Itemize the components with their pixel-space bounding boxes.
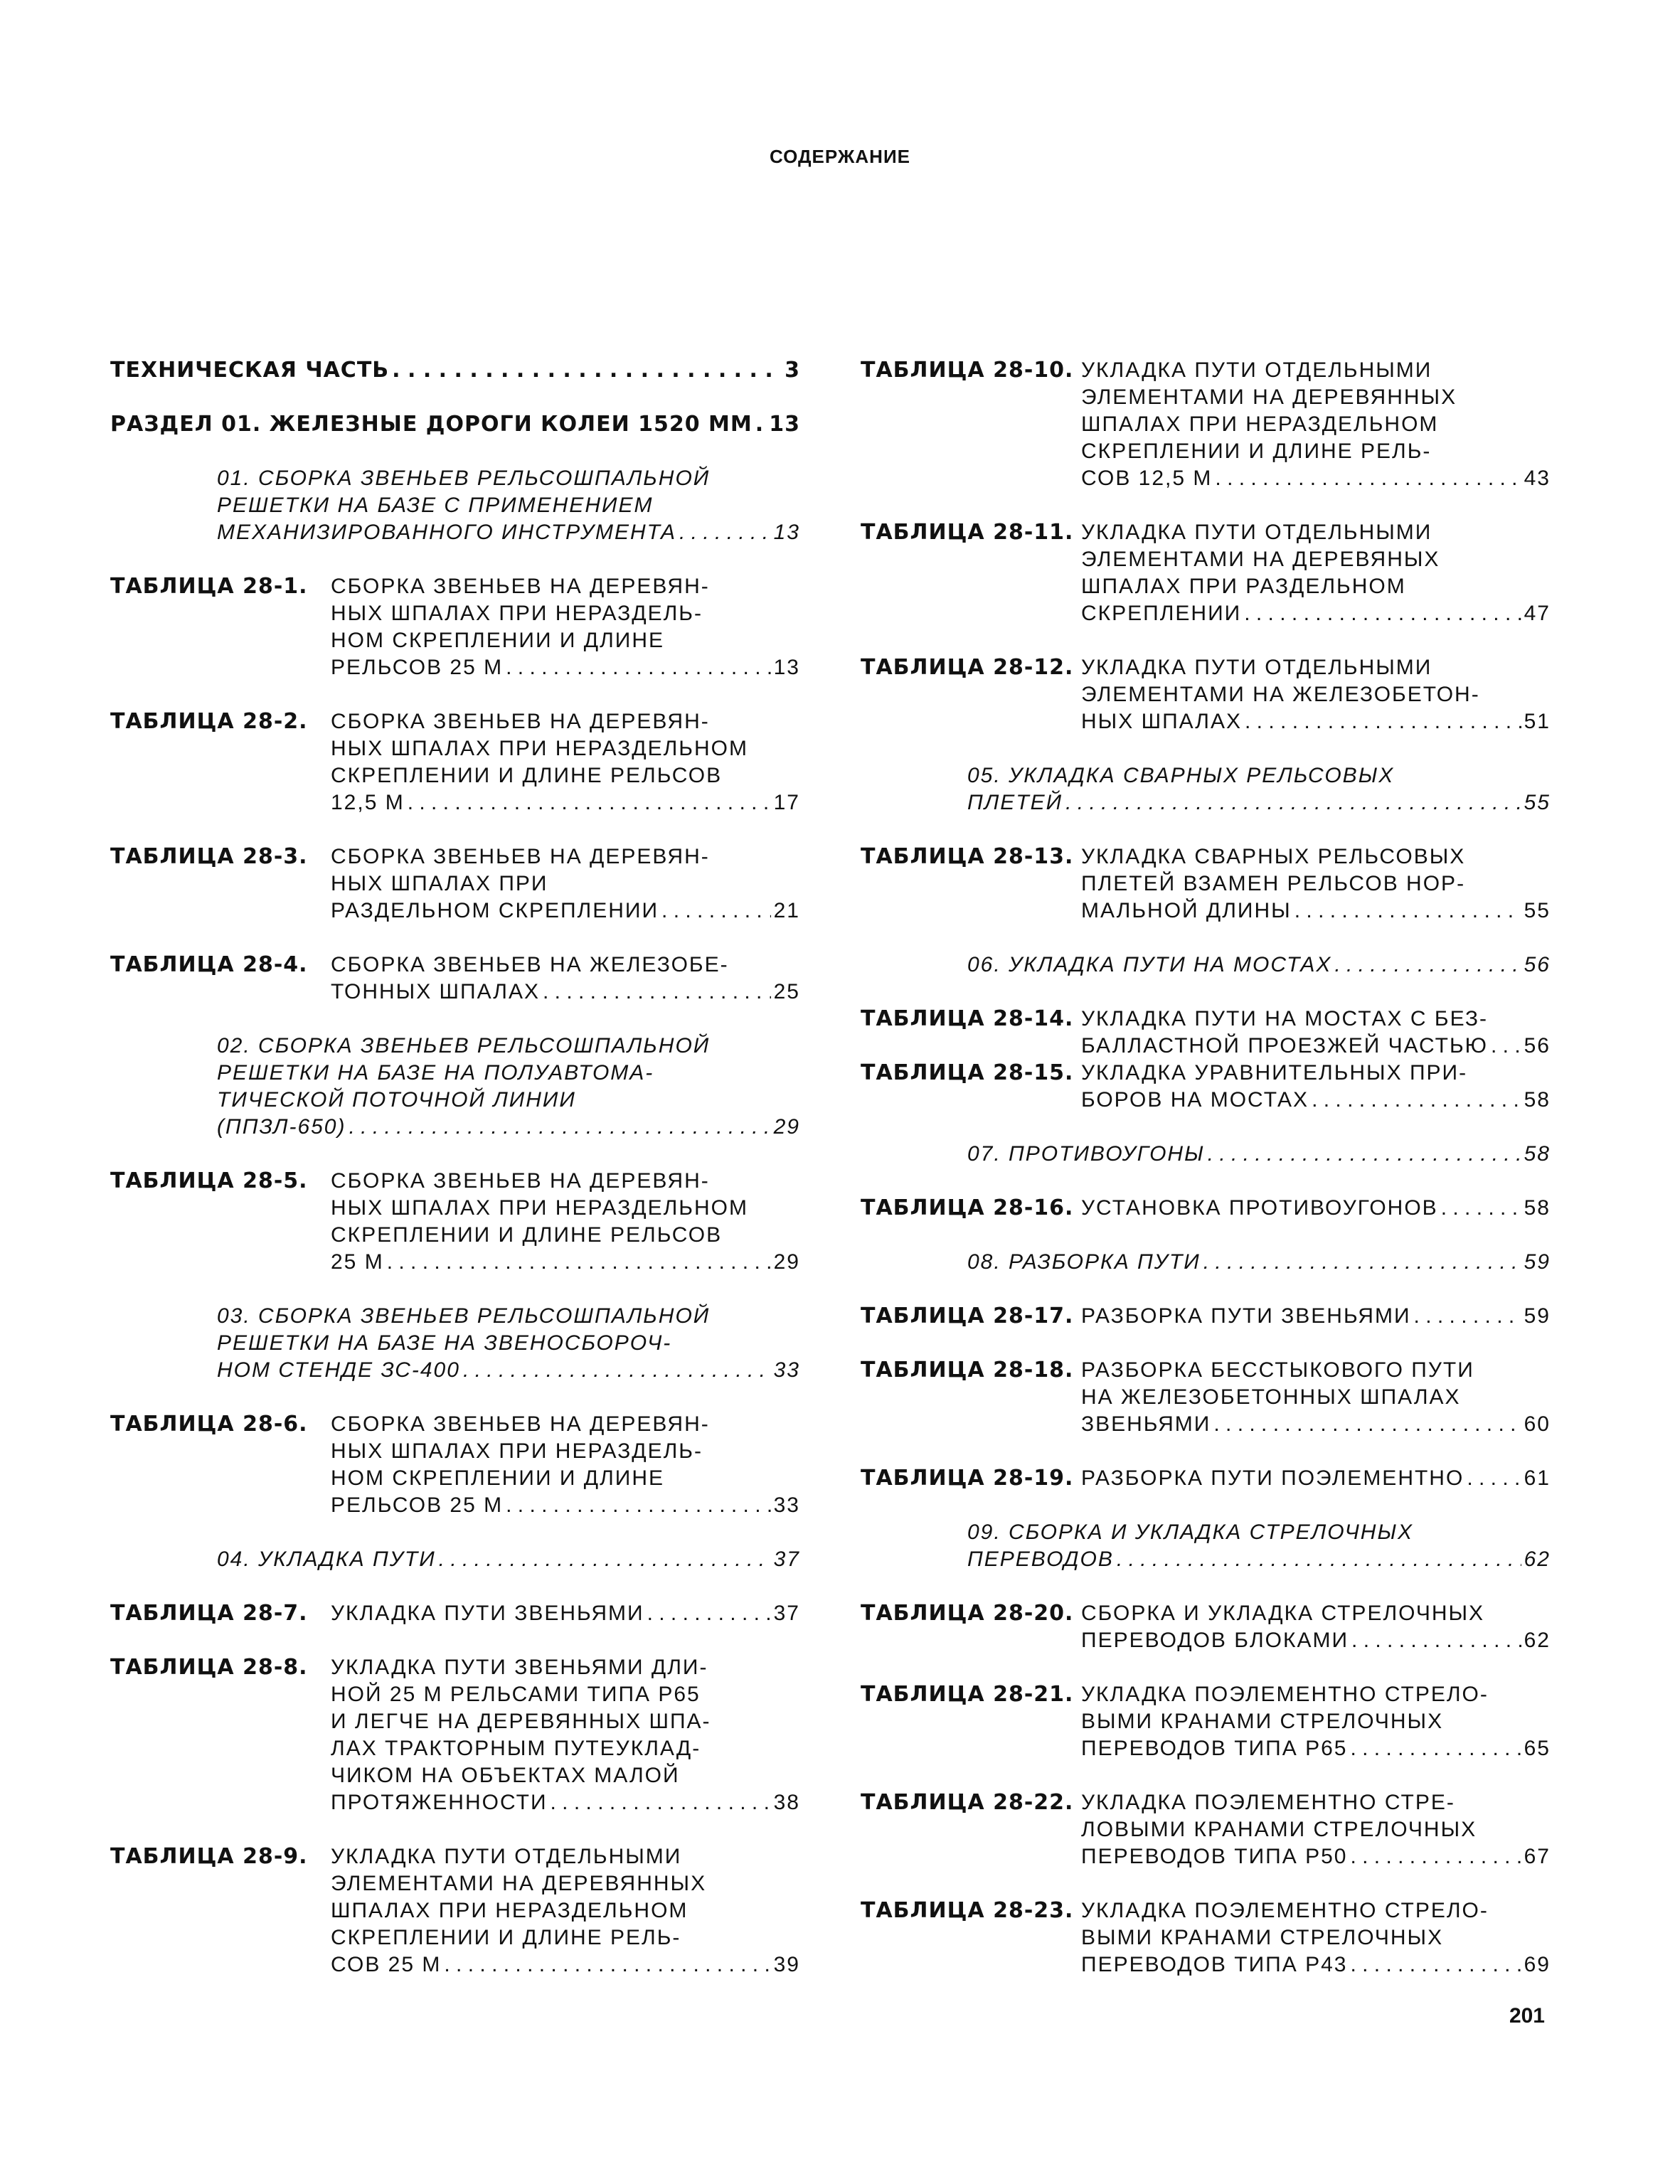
toc-table-entry [861, 654, 1551, 735]
toc-entry-line: ЭЛЕМЕНТАМИ НА ДЕРЕВЯНЫХ [1081, 548, 1440, 571]
toc-entry-line: ПЕРЕВОДОВ БЛОКАМИ [1081, 1629, 1349, 1652]
toc-entry-last-line [1081, 1735, 1551, 1762]
toc-entry-label: ТАБЛИЦА 28-7. [110, 1601, 308, 1626]
dot-leader [543, 979, 771, 1006]
dot-leader [1350, 1951, 1521, 1978]
toc-table-entry [861, 1303, 1551, 1330]
toc-entry-line: ПЕРЕВОДОВ [967, 1548, 1114, 1571]
toc-entry-line: УСТАНОВКА ПРОТИВОУГОНОВ [1081, 1196, 1438, 1220]
toc-entry-line: ЭЛЕМЕНТАМИ НА ЖЕЛЕЗОБЕТОН- [1081, 683, 1480, 706]
toc-page-number: 65 [1524, 1737, 1551, 1760]
toc-page-number: 25 [773, 980, 800, 1003]
toc-entry-last-line [967, 789, 1551, 816]
toc-entry-line: СКРЕПЛЕНИИ И ДЛИНЕ РЕЛЬ- [331, 1926, 681, 1949]
toc-entry-title [110, 357, 800, 384]
toc-entry-label: ТАБЛИЦА 28-16. [861, 1195, 1074, 1220]
toc-entry-line: 08. РАЗБОРКА ПУТИ [967, 1250, 1201, 1274]
toc-entry-title [331, 1168, 800, 1276]
toc-table-entry [110, 1411, 800, 1519]
dot-leader [1467, 1465, 1521, 1492]
toc-entry-line: 01. СБОРКА ЗВЕНЬЕВ РЕЛЬСОШПАЛЬНОЙ [217, 467, 711, 490]
toc-page-number: 33 [773, 1493, 800, 1517]
toc-table-entry [861, 1465, 1551, 1492]
toc-entry-last-line [1081, 708, 1551, 735]
toc-page-number: 43 [1524, 467, 1551, 490]
toc-entry-last-line [967, 1546, 1551, 1573]
toc-page-number: 62 [1524, 1629, 1551, 1652]
dot-leader [392, 357, 782, 384]
toc-table-entry [861, 1060, 1551, 1114]
toc-page-number: 3 [785, 358, 800, 383]
toc-entry-last-line [217, 1114, 800, 1141]
toc-entry-line: ПЛЕТЕЙ [967, 791, 1063, 814]
dot-leader [755, 411, 766, 438]
dot-leader [1350, 1843, 1521, 1870]
toc-table-entry [861, 1789, 1551, 1870]
toc-entry-label: ТАБЛИЦА 28-23. [861, 1898, 1074, 1923]
toc-entry-title [1081, 1897, 1551, 1978]
toc-entry-last-line [110, 357, 800, 384]
toc-entry-last-line [1081, 1951, 1551, 1978]
toc-table-entry [110, 708, 800, 816]
toc-page-number: 59 [1524, 1304, 1551, 1328]
toc-entry-last-line [331, 1951, 800, 1978]
toc-entry-label: ТАБЛИЦА 28-11. [861, 520, 1074, 545]
toc-entry-title [331, 1654, 800, 1816]
toc-table-entry [861, 1195, 1551, 1222]
toc-entry-title [331, 843, 800, 925]
toc-column-right [861, 357, 1551, 1978]
dot-leader [1334, 952, 1521, 979]
toc-table-entry [110, 843, 800, 925]
toc-entry-label: ТАБЛИЦА 28-3. [110, 844, 308, 869]
toc-entry-title [1081, 1465, 1551, 1492]
toc-entry-last-line [217, 519, 800, 546]
toc-entry-line: НЫХ ШПАЛАХ ПРИ НЕРАЗДЕЛЬ- [331, 1439, 703, 1463]
toc-entry-line: УКЛАДКА ПУТИ ОТДЕЛЬНЫМИ [1081, 521, 1432, 544]
toc-table-entry [861, 1681, 1551, 1762]
toc-entry-line: ПЛЕТЕЙ ВЗАМЕН РЕЛЬСОВ НОР- [1081, 872, 1466, 895]
dot-leader [551, 1789, 771, 1816]
toc-table-entry [861, 1357, 1551, 1438]
toc-entry-line: ТЕХНИЧЕСКАЯ ЧАСТЬ [110, 358, 390, 383]
toc-entry-line: 09. СБОРКА И УКЛАДКА СТРЕЛОЧНЫХ [967, 1520, 1414, 1544]
toc-table-entry [110, 1654, 800, 1816]
toc-entry-label: ТАБЛИЦА 28-19. [861, 1466, 1074, 1491]
dot-leader [1351, 1627, 1521, 1654]
toc-entry-line: СКРЕПЛЕНИИ И ДЛИНЕ РЕЛЬ- [1081, 440, 1432, 463]
toc-entry-title [1081, 654, 1551, 735]
dot-leader [439, 1546, 771, 1573]
toc-entry-title [1081, 1357, 1551, 1438]
toc-entry-label: ТАБЛИЦА 28-4. [110, 952, 308, 977]
dot-leader [408, 789, 771, 816]
toc-entry-line: УКЛАДКА УРАВНИТЕЛЬНЫХ ПРИ- [1081, 1061, 1468, 1085]
toc-page-number: 39 [773, 1953, 800, 1976]
toc-entry-last-line [331, 1492, 800, 1519]
toc-subsection-entry [110, 1303, 800, 1384]
toc-entry-line: ЭЛЕМЕНТАМИ НА ДЕРЕВЯННЫХ [331, 1872, 707, 1895]
toc-entry-last-line [331, 979, 800, 1006]
toc-entry-title [217, 1033, 800, 1141]
toc-entry-line: СБОРКА ЗВЕНЬЕВ НА ДЕРЕВЯН- [331, 1412, 710, 1436]
toc-entry-line: БОРОВ НА МОСТАХ [1081, 1088, 1309, 1112]
toc-entry-line: РЕШЕТКИ НА БАЗЕ С ПРИМЕНЕНИЕМ [217, 494, 654, 517]
toc-entry-line: НЫХ ШПАЛАХ ПРИ НЕРАЗДЕЛЬНОМ [331, 1196, 748, 1220]
toc-entry-line: УКЛАДКА ПУТИ ЗВЕНЬЯМИ [331, 1602, 644, 1625]
toc-entry-line: ТИЧЕСКОЙ ПОТОЧНОЙ ЛИНИИ [217, 1088, 576, 1112]
toc-entry-line: УКЛАДКА ПУТИ ЗВЕНЬЯМИ ДЛИ- [331, 1656, 708, 1679]
toc-entry-last-line [217, 1357, 800, 1384]
page-number: 201 [1509, 2004, 1545, 2028]
toc-entry-title [1081, 1600, 1551, 1654]
toc-entry-last-line [331, 1249, 800, 1276]
toc-entry-line: НЫХ ШПАЛАХ ПРИ НЕРАЗДЕЛЬ- [331, 602, 703, 625]
toc-entry-title [1081, 1303, 1551, 1330]
toc-entry-label: ТАБЛИЦА 28-9. [110, 1844, 308, 1869]
toc-page-number: 67 [1524, 1845, 1551, 1868]
toc-page-number: 61 [1524, 1466, 1551, 1490]
toc-entry-line: СБОРКА ЗВЕНЬЕВ НА ДЕРЕВЯН- [331, 710, 710, 733]
page-title: СОДЕРЖАНИЕ [770, 146, 910, 167]
toc-entry-last-line [1081, 465, 1551, 492]
dot-leader [647, 1600, 771, 1627]
toc-entry-label: ТАБЛИЦА 28-13. [861, 844, 1074, 869]
toc-page-number: 13 [769, 412, 800, 437]
toc-page-number: 69 [1524, 1953, 1551, 1976]
toc-subsection-entry [861, 1249, 1551, 1276]
toc-table-entry [110, 1600, 800, 1627]
toc-page-number: 29 [773, 1250, 800, 1274]
toc-page-number: 38 [773, 1791, 800, 1814]
toc-entry-title [110, 411, 800, 438]
toc-entry-label: ТАБЛИЦА 28-20. [861, 1601, 1074, 1626]
toc-entry-line: РАЗБОРКА БЕССТЫКОВОГО ПУТИ [1081, 1358, 1474, 1382]
toc-entry-title [1081, 1060, 1551, 1114]
toc-entry-line: РАЗБОРКА ПУТИ ЗВЕНЬЯМИ [1081, 1304, 1411, 1328]
toc-entry-label: ТАБЛИЦА 28-1. [110, 574, 308, 599]
toc-entry-last-line [967, 1141, 1551, 1168]
toc-page-number: 58 [1524, 1142, 1551, 1166]
toc-entry-line: СБОРКА ЗВЕНЬЕВ НА ДЕРЕВЯН- [331, 1169, 710, 1193]
dot-leader [506, 654, 771, 681]
toc-page-number: 56 [1524, 1034, 1551, 1058]
toc-table-entry [110, 1843, 800, 1978]
toc-entry-line: ПЕРЕВОДОВ ТИПА Р65 [1081, 1737, 1348, 1760]
toc-entry-last-line [1081, 897, 1551, 925]
toc-entry-last-line [1081, 600, 1551, 627]
toc-entry-label: ТАБЛИЦА 28-15. [861, 1060, 1074, 1085]
toc-entry-last-line [967, 1249, 1551, 1276]
toc-entry-line: ПРОТЯЖЕННОСТИ [331, 1791, 548, 1814]
toc-entry-line: МЕХАНИЗИРОВАННОГО ИНСТРУМЕНТА [217, 521, 677, 544]
toc-entry-line: РАЗДЕЛЬНОМ СКРЕПЛЕНИИ [331, 899, 659, 922]
toc-table-entry [110, 573, 800, 681]
toc-entry-label: ТАБЛИЦА 28-17. [861, 1304, 1074, 1328]
toc-page-number: 37 [773, 1602, 800, 1625]
toc-entry-line: ЗВЕНЬЯМИ [1081, 1412, 1211, 1436]
toc-entry-label: ТАБЛИЦА 28-10. [861, 358, 1074, 383]
toc-entry-line: ЧИКОМ НА ОБЪЕКТАХ МАЛОЙ [331, 1764, 680, 1787]
toc-table-entry [861, 519, 1551, 627]
toc-page-number: 60 [1524, 1412, 1551, 1436]
toc-entry-title [1081, 1195, 1551, 1222]
toc-entry-title [1081, 357, 1551, 492]
toc-entry-line: УКЛАДКА ПУТИ НА МОСТАХ С БЕЗ- [1081, 1007, 1489, 1030]
toc-entry-label: ТАБЛИЦА 28-21. [861, 1682, 1074, 1707]
toc-page-number: 62 [1524, 1548, 1551, 1571]
toc-entry-line: УКЛАДКА ПОЭЛЕМЕНТНО СТРЕ- [1081, 1791, 1455, 1814]
dot-leader [661, 897, 771, 925]
toc-entry-line: НЫХ ШПАЛАХ ПРИ [331, 872, 548, 895]
toc-subsection-entry [861, 952, 1551, 979]
toc-entry-title [1081, 1789, 1551, 1870]
toc-entry-last-line [967, 952, 1551, 979]
toc-entry-last-line [331, 897, 800, 925]
toc-entry-line: 06. УКЛАДКА ПУТИ НА МОСТАХ [967, 953, 1332, 976]
toc-entry-line: ЭЛЕМЕНТАМИ НА ДЕРЕВЯННЫХ [1081, 385, 1457, 409]
toc-page-number: 55 [1524, 899, 1551, 922]
toc-page-number: 21 [773, 899, 800, 922]
toc-entry-line: СОВ 12,5 М [1081, 467, 1213, 490]
toc-page-number: 37 [773, 1548, 800, 1571]
toc-entry-title [1081, 843, 1551, 925]
toc-entry-label: ТАБЛИЦА 28-2. [110, 709, 308, 734]
toc-entry-line: (ППЗЛ-650) [217, 1115, 346, 1139]
toc-entry-title [331, 1843, 800, 1978]
toc-entry-line: ШПАЛАХ ПРИ НЕРАЗДЕЛЬНОМ [1081, 412, 1439, 436]
toc-table-entry [861, 357, 1551, 492]
toc-page-number: 58 [1524, 1088, 1551, 1112]
toc-entry-last-line [217, 1546, 800, 1573]
toc-entry-line: 12,5 М [331, 791, 405, 814]
toc-entry-last-line [1081, 1087, 1551, 1114]
dot-leader [1208, 1141, 1521, 1168]
dot-leader [1117, 1546, 1521, 1573]
toc-entry-last-line [331, 654, 800, 681]
toc-entry-last-line [331, 1600, 800, 1627]
toc-table-entry [861, 843, 1551, 925]
toc-section-entry [110, 411, 800, 438]
toc-page-number: 58 [1524, 1196, 1551, 1220]
toc-section-entry [110, 357, 800, 384]
toc-entry-line: УКЛАДКА ПУТИ ОТДЕЛЬНЫМИ [1081, 358, 1432, 382]
toc-entry-label: ТАБЛИЦА 28-18. [861, 1358, 1074, 1383]
toc-entry-line: РЕЛЬСОВ 25 М [331, 656, 504, 679]
toc-entry-line: УКЛАДКА ПОЭЛЕМЕНТНО СТРЕЛО- [1081, 1899, 1489, 1922]
toc-entry-last-line [1081, 1411, 1551, 1438]
toc-entry-line: ШПАЛАХ ПРИ НЕРАЗДЕЛЬНОМ [331, 1899, 689, 1922]
dot-leader [1312, 1087, 1521, 1114]
toc-table-entry [861, 1600, 1551, 1654]
toc-entry-title [331, 1411, 800, 1519]
toc-entry-line: ВЫМИ КРАНАМИ СТРЕЛОЧНЫХ [1081, 1710, 1444, 1733]
toc-entry-last-line [331, 1789, 800, 1816]
toc-entry-label: ТАБЛИЦА 28-6. [110, 1412, 308, 1437]
toc-entry-line: БАЛЛАСТНОЙ ПРОЕЗЖЕЙ ЧАСТЬЮ [1081, 1034, 1488, 1058]
dot-leader [1215, 465, 1521, 492]
toc-subsection-entry [861, 1519, 1551, 1573]
dot-leader [506, 1492, 771, 1519]
toc-entry-last-line [1081, 1033, 1551, 1060]
toc-page-number: 51 [1524, 710, 1551, 733]
toc-entry-last-line [1081, 1843, 1551, 1870]
toc-entry-line: НЫХ ШПАЛАХ ПРИ НЕРАЗДЕЛЬНОМ [331, 737, 748, 760]
toc-entry-line: РАЗБОРКА ПУТИ ПОЭЛЕМЕНТНО [1081, 1466, 1464, 1490]
toc-entry-line: УКЛАДКА СВАРНЫХ РЕЛЬСОВЫХ [1081, 845, 1466, 868]
toc-entry-line: ПЕРЕВОДОВ ТИПА Р50 [1081, 1845, 1348, 1868]
toc-entry-line: 02. СБОРКА ЗВЕНЬЕВ РЕЛЬСОШПАЛЬНОЙ [217, 1034, 711, 1058]
dot-leader [444, 1951, 770, 1978]
toc-entry-label: ТАБЛИЦА 28-8. [110, 1655, 308, 1680]
toc-table-entry [110, 1168, 800, 1276]
toc-entry-line: СБОРКА И УКЛАДКА СТРЕЛОЧНЫХ [1081, 1602, 1485, 1625]
toc-entry-title [217, 465, 800, 546]
toc-entry-title [331, 1600, 800, 1627]
toc-entry-title [331, 952, 800, 1006]
toc-entry-line: ПЕРЕВОДОВ ТИПА Р43 [1081, 1953, 1348, 1976]
toc-entry-last-line [1081, 1627, 1551, 1654]
toc-entry-line: И ЛЕГЧЕ НА ДЕРЕВЯННЫХ ШПА- [331, 1710, 711, 1733]
toc-page-number: 59 [1524, 1250, 1551, 1274]
toc-entry-line: СБОРКА ЗВЕНЬЕВ НА ДЕРЕВЯН- [331, 575, 710, 598]
toc-column-left [110, 357, 800, 1978]
dot-leader [1350, 1735, 1521, 1762]
toc-entry-line: 07. ПРОТИВОУГОНЫ [967, 1142, 1205, 1166]
toc-entry-label: ТАБЛИЦА 28-5. [110, 1168, 308, 1193]
toc-entry-line: НЫХ ШПАЛАХ [1081, 710, 1243, 733]
toc-entry-line: РЕЛЬСОВ 25 М [331, 1493, 504, 1517]
toc-entry-last-line [1081, 1195, 1551, 1222]
dot-leader [679, 519, 771, 546]
toc-entry-line: СБОРКА ЗВЕНЬЕВ НА ЖЕЛЕЗОБЕ- [331, 953, 729, 976]
toc-table-entry [110, 952, 800, 1006]
toc-entry-line: 03. СБОРКА ЗВЕНЬЕВ РЕЛЬСОШПАЛЬНОЙ [217, 1304, 711, 1328]
toc-table-entry [861, 1897, 1551, 1978]
toc-entry-line: СОВ 25 М [331, 1953, 442, 1976]
toc-page-number: 29 [773, 1115, 800, 1139]
toc-entry-line: 25 М [331, 1250, 384, 1274]
dot-leader [1441, 1195, 1521, 1222]
toc-entry-line: МАЛЬНОЙ ДЛИНЫ [1081, 899, 1292, 922]
toc-subsection-entry [110, 1033, 800, 1141]
toc-entry-title [217, 1546, 800, 1573]
dot-leader [387, 1249, 771, 1276]
toc-entry-label: ТАБЛИЦА 28-12. [861, 655, 1074, 680]
toc-entry-line: УКЛАДКА ПОЭЛЕМЕНТНО СТРЕЛО- [1081, 1683, 1489, 1706]
toc-entry-line: РАЗДЕЛ 01. ЖЕЛЕЗНЫЕ ДОРОГИ КОЛЕИ 1520 ММ [110, 412, 753, 437]
toc-entry-last-line [331, 789, 800, 816]
toc-entry-title [331, 573, 800, 681]
toc-entry-title [1081, 1006, 1551, 1060]
dot-leader [1213, 1411, 1521, 1438]
toc-entry-last-line [1081, 1303, 1551, 1330]
toc-page-number: 33 [773, 1358, 800, 1382]
toc-entry-label: ТАБЛИЦА 28-14. [861, 1006, 1074, 1031]
dot-leader [463, 1357, 771, 1384]
toc-entry-title [967, 1249, 1551, 1276]
toc-entry-line: УКЛАДКА ПУТИ ОТДЕЛЬНЫМИ [1081, 656, 1432, 679]
toc-subsection-entry [110, 465, 800, 546]
dot-leader [1245, 708, 1521, 735]
toc-entry-last-line [1081, 1465, 1551, 1492]
toc-entry-line: ТОННЫХ ШПАЛАХ [331, 980, 540, 1003]
toc-subsection-entry [861, 1141, 1551, 1168]
toc-subsection-entry [861, 762, 1551, 816]
toc-entry-title [967, 1141, 1551, 1168]
dot-leader [1065, 789, 1521, 816]
toc-entry-line: СКРЕПЛЕНИИ [1081, 602, 1242, 625]
toc-entry-title [1081, 519, 1551, 627]
toc-page-number: 17 [773, 791, 800, 814]
toc-entry-line: ЛАХ ТРАКТОРНЫМ ПУТЕУКЛАД- [331, 1737, 701, 1760]
toc-entry-line: СКРЕПЛЕНИИ И ДЛИНЕ РЕЛЬСОВ [331, 1223, 723, 1247]
toc-entry-last-line [110, 411, 800, 438]
dot-leader [1203, 1249, 1521, 1276]
toc-entry-title [1081, 1681, 1551, 1762]
toc-entry-line: РЕШЕТКИ НА БАЗЕ НА ПОЛУАВТОМА- [217, 1061, 654, 1085]
toc-entry-label: ТАБЛИЦА 28-22. [861, 1790, 1074, 1815]
toc-entry-title [967, 1519, 1551, 1573]
toc-page-number: 13 [773, 656, 800, 679]
toc-entry-line: НОМ СТЕНДЕ ЗС-400 [217, 1358, 460, 1382]
toc-page-number: 13 [773, 521, 800, 544]
toc-entry-title [217, 1303, 800, 1384]
toc-entry-line: ВЫМИ КРАНАМИ СТРЕЛОЧНЫХ [1081, 1926, 1444, 1949]
dot-leader [1294, 897, 1521, 925]
toc-page-number: 56 [1524, 953, 1551, 976]
toc-table-entry [861, 1006, 1551, 1060]
toc-entry-line: ЛОВЫМИ КРАНАМИ СТРЕЛОЧНЫХ [1081, 1818, 1477, 1841]
toc-entry-line: НА ЖЕЛЕЗОБЕТОННЫХ ШПАЛАХ [1081, 1385, 1461, 1409]
dot-leader [1414, 1303, 1521, 1330]
toc-entry-line: НОМ СКРЕПЛЕНИИ И ДЛИНЕ [331, 1466, 665, 1490]
toc-entry-line: РЕШЕТКИ НА БАЗЕ НА ЗВЕНОСБОРОЧ- [217, 1331, 672, 1355]
toc-subsection-entry [110, 1546, 800, 1573]
toc-entry-line: УКЛАДКА ПУТИ ОТДЕЛЬНЫМИ [331, 1845, 682, 1868]
toc-entry-line: 04. УКЛАДКА ПУТИ [217, 1548, 436, 1571]
dot-leader [1491, 1033, 1521, 1060]
toc-page-number: 55 [1524, 791, 1551, 814]
toc-entry-line: НОЙ 25 М РЕЛЬСАМИ ТИПА Р65 [331, 1683, 701, 1706]
toc-entry-line: СКРЕПЛЕНИИ И ДЛИНЕ РЕЛЬСОВ [331, 764, 723, 787]
toc-entry-title [331, 708, 800, 816]
toc-entry-title [967, 762, 1551, 816]
toc-entry-line: СБОРКА ЗВЕНЬЕВ НА ДЕРЕВЯН- [331, 845, 710, 868]
dot-leader [1244, 600, 1521, 627]
dot-leader [349, 1114, 770, 1141]
toc-entry-line: НОМ СКРЕПЛЕНИИ И ДЛИНЕ [331, 629, 665, 652]
toc-entry-title [967, 952, 1551, 979]
toc-entry-line: 05. УКЛАДКА СВАРНЫХ РЕЛЬСОВЫХ [967, 764, 1395, 787]
toc-entry-line: ШПАЛАХ ПРИ РАЗДЕЛЬНОМ [1081, 575, 1406, 598]
toc-page-number: 47 [1524, 602, 1551, 625]
